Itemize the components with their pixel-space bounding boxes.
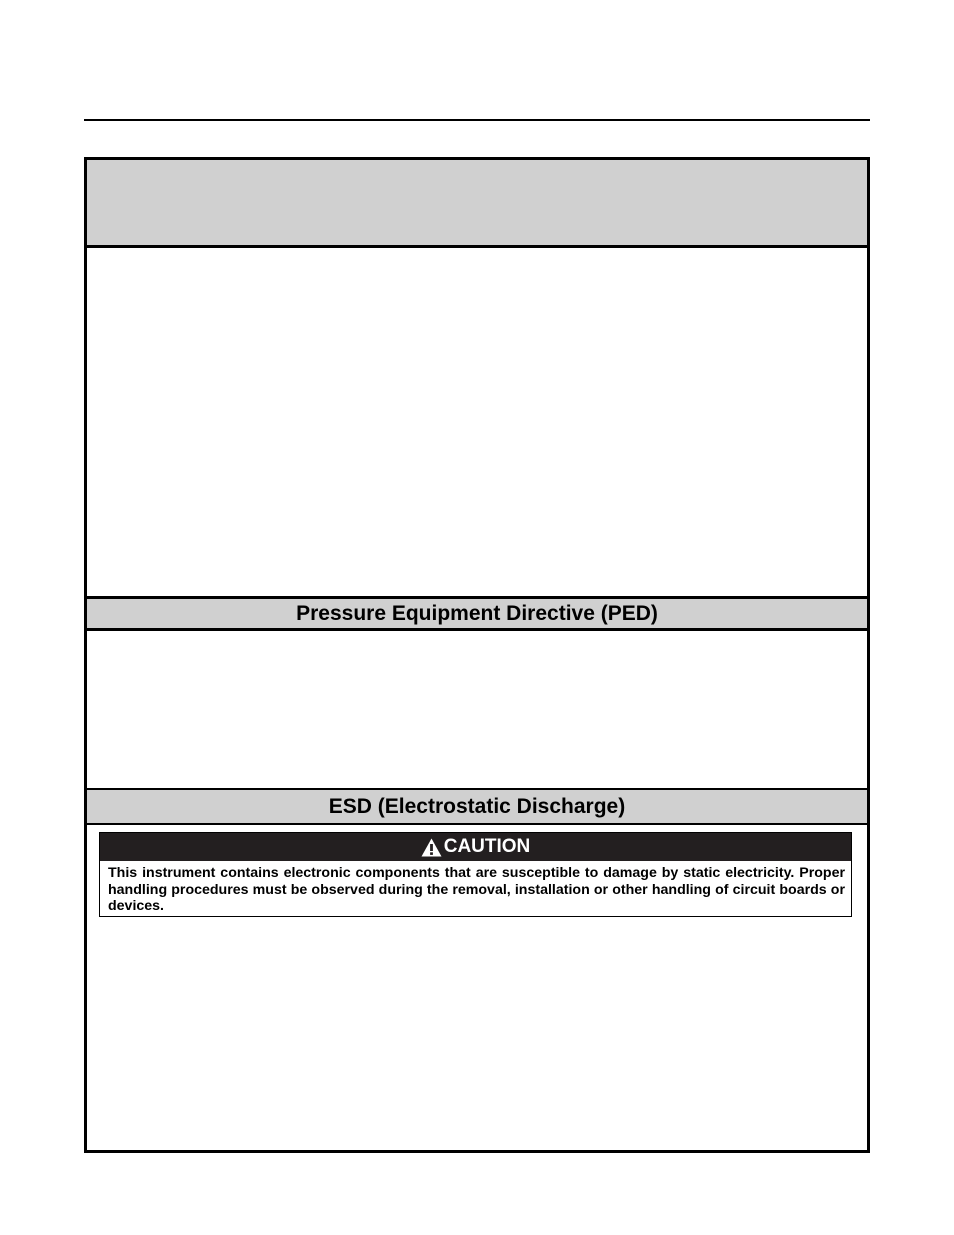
header-rule [84,119,870,121]
caution-notice [99,832,852,917]
content-frame [84,157,870,1153]
caution-header [100,833,851,861]
caution-label: CAUTION [443,836,531,857]
ped-section-header [87,596,867,631]
warning-triangle-icon [421,838,442,857]
top-header-band [87,160,867,248]
esd-section-header [87,788,867,825]
esd-section-title: ESD (Electrostatic Discharge) [328,795,626,818]
caution-text: This instrument contains electronic components that are susceptible to damage by static electricity. Proper handling procedures must be observed during the removal, installation or other handling of circuit boards or devices. [108,865,845,914]
ped-section-title: Pressure Equipment Directive (PED) [296,602,658,625]
